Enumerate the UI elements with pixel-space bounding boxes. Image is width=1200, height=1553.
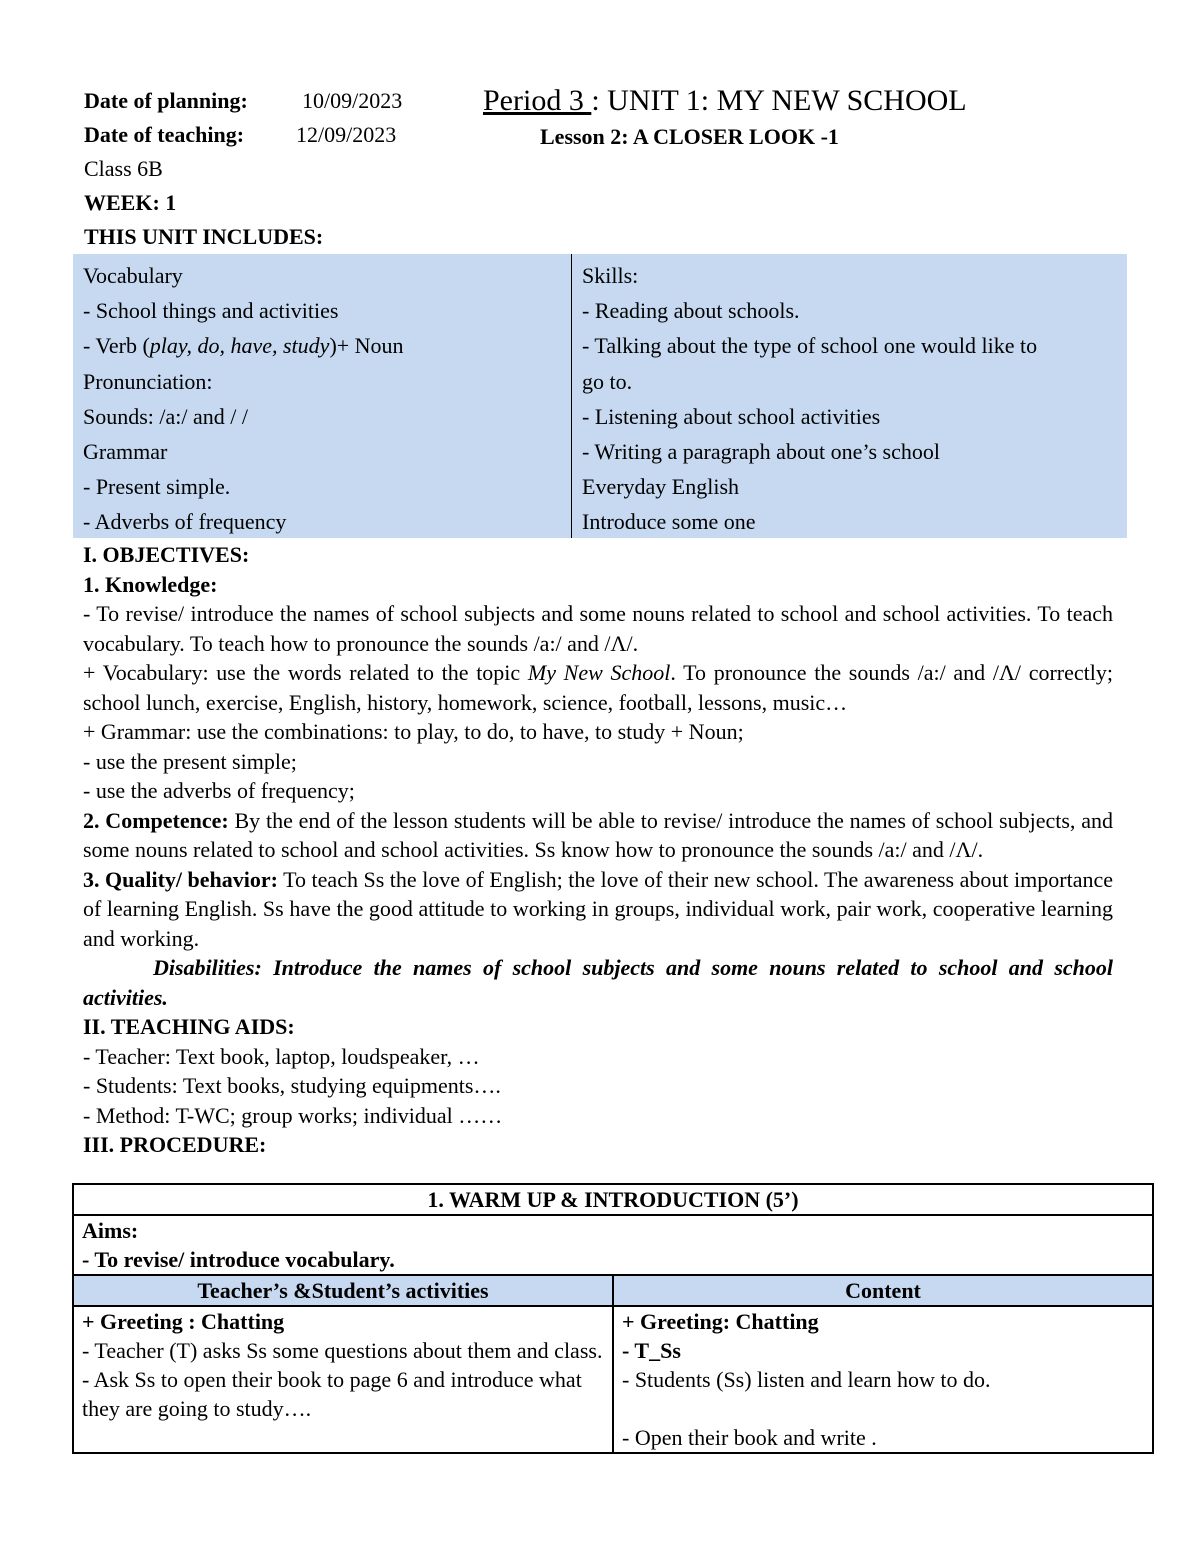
- objectives-heading: I. OBJECTIVES:: [83, 542, 250, 567]
- competence-text: By the end of the lesson students will be able to revise/ introduce the names of school subjects, and some nouns related to school and school activities. Ss know how to pronounce the sounds /a:/ and /Λ/.: [83, 807, 1113, 862]
- vocab-heading: Vocabulary: [83, 263, 183, 288]
- warmup-row: [73, 1306, 1153, 1453]
- sounds-item: Sounds: /a:/ and / /: [83, 403, 248, 429]
- greeting-activity: + Greeting : Chatting: [82, 1309, 285, 1334]
- aims-row: [73, 1215, 1153, 1275]
- aims-cell: [73, 1215, 1153, 1275]
- includes-right-column: [572, 254, 1127, 538]
- topic-name: My New School: [527, 660, 671, 685]
- skill-item: - Reading about schools.: [582, 298, 800, 324]
- everyday-item: Introduce some one: [582, 509, 756, 535]
- content-item: - Students (Ss) listen and learn how to do.: [622, 1367, 991, 1392]
- procedure-table: [72, 1183, 1154, 1454]
- grammar-objective: + Grammar: use the combinations: to play, to do, to have, to study + Noun;: [83, 719, 744, 744]
- procedure-heading: III. PROCEDURE:: [83, 1132, 267, 1157]
- vocab-item: - School things and activities: [83, 298, 339, 324]
- skill-item: - Listening about school activities: [582, 403, 881, 429]
- vocab-text: - Verb (: [83, 333, 150, 359]
- pronunciation-heading: Pronunciation:: [83, 368, 213, 394]
- teacher-aids: - Teacher: Text book, laptop, loudspeaker, …: [83, 1043, 480, 1069]
- vocab-objective-text: . To pronounce the sounds /a:/ and /Λ/ correctly; school lunch, exercise, English, history, homework, science, football, lessons, music…: [83, 660, 1113, 715]
- activities-cell: [73, 1306, 613, 1453]
- content-item: - Open their book and write .: [622, 1425, 877, 1450]
- unit-includes-table: [73, 254, 1127, 538]
- period-label: Period 3: [483, 84, 592, 117]
- grammar-item: - Present simple.: [83, 474, 231, 500]
- unit-includes-heading: THIS UNIT INCLUDES:: [84, 224, 324, 249]
- lesson-title: Lesson 2: A CLOSER LOOK -1: [540, 124, 839, 149]
- period-title: [483, 86, 967, 116]
- activity-item: - Ask Ss to open their book to page 6 and introduce what they are going to study….: [82, 1367, 582, 1421]
- lesson-info: [84, 88, 402, 258]
- section-title: 1. WARM UP & INTRODUCTION (5’): [73, 1184, 1153, 1215]
- content-header: Content: [613, 1275, 1153, 1306]
- content-spacer: [622, 1394, 1144, 1423]
- knowledge-heading: 1. Knowledge:: [83, 571, 218, 597]
- activities-header: Teacher’s &Student’s activities: [73, 1275, 613, 1306]
- adverbs-objective: - use the adverbs of frequency;: [83, 778, 355, 803]
- date-of-teaching: [84, 122, 402, 156]
- content-cell: [613, 1306, 1153, 1453]
- unit-title: : UNIT 1: MY NEW SCHOOL: [591, 84, 967, 117]
- vocab-text: )+ Noun: [329, 333, 404, 359]
- vocab-objective-text: + Vocabulary: use the words related to the topic: [83, 660, 528, 685]
- knowledge-text: - To revise/ introduce the names of school subjects and some nouns related to school and school activities. To teach vocabulary. To teach how to pronounce the sounds /a:/ and /Λ/.: [83, 601, 1113, 656]
- section-title-row: [73, 1184, 1153, 1215]
- present-simple-objective: - use the present simple;: [83, 748, 297, 774]
- student-aids: - Students: Text books, studying equipments….: [83, 1073, 501, 1098]
- disabilities-note: Disabilities: Introduce the names of school subjects and some nouns related to school and school activities.: [83, 955, 1113, 1010]
- lesson-body: [83, 540, 1113, 1160]
- grammar-item: - Adverbs of frequency: [83, 509, 287, 535]
- everyday-heading: Everyday English: [582, 474, 740, 500]
- date-of-planning: [84, 88, 402, 122]
- method-aids: - Method: T-WC; group works; individual ……: [83, 1102, 503, 1128]
- competence: [83, 806, 1113, 865]
- skill-item: go to.: [582, 368, 633, 394]
- aims-text: - To revise/ introduce vocabulary.: [82, 1247, 395, 1272]
- includes-left-column: [73, 254, 572, 538]
- grammar-heading: Grammar: [83, 438, 168, 464]
- teaching-aids-heading: II. TEACHING AIDS:: [83, 1014, 295, 1039]
- quality-label: 3. Quality/ behavior:: [83, 866, 278, 892]
- competence-label: 2. Competence:: [83, 807, 229, 833]
- week-label: WEEK: 1: [84, 190, 177, 215]
- quality-text: To teach Ss the love of English; the love of their new school. The awareness about importance of learning English. Ss have the good attitude to working in groups, individual work, pair work, cooperative learning and working.: [83, 866, 1113, 951]
- quality: [83, 865, 1113, 954]
- content-item: - T_Ss: [622, 1338, 681, 1363]
- date-teaching-value: 12/09/2023: [296, 122, 397, 147]
- vocab-verbs: play, do, have, study: [149, 333, 330, 359]
- skill-item: - Talking about the type of school one would like to: [582, 333, 1038, 359]
- date-teaching-label: Date of teaching:: [84, 122, 245, 147]
- skills-heading: Skills:: [582, 263, 639, 288]
- vocab-item: [83, 330, 561, 365]
- aims-label: Aims:: [82, 1218, 139, 1243]
- vocabulary-objective: [83, 658, 1113, 717]
- date-planning-value: 10/09/2023: [302, 88, 403, 113]
- class-name: Class 6B: [84, 156, 163, 181]
- activity-item: - Teacher (T) asks Ss some questions about them and class.: [82, 1338, 603, 1363]
- skill-item: - Writing a paragraph about one’s school: [582, 438, 940, 464]
- greeting-content: + Greeting: Chatting: [622, 1309, 819, 1334]
- column-header-row: [73, 1275, 1153, 1306]
- date-planning-label: Date of planning:: [84, 88, 248, 113]
